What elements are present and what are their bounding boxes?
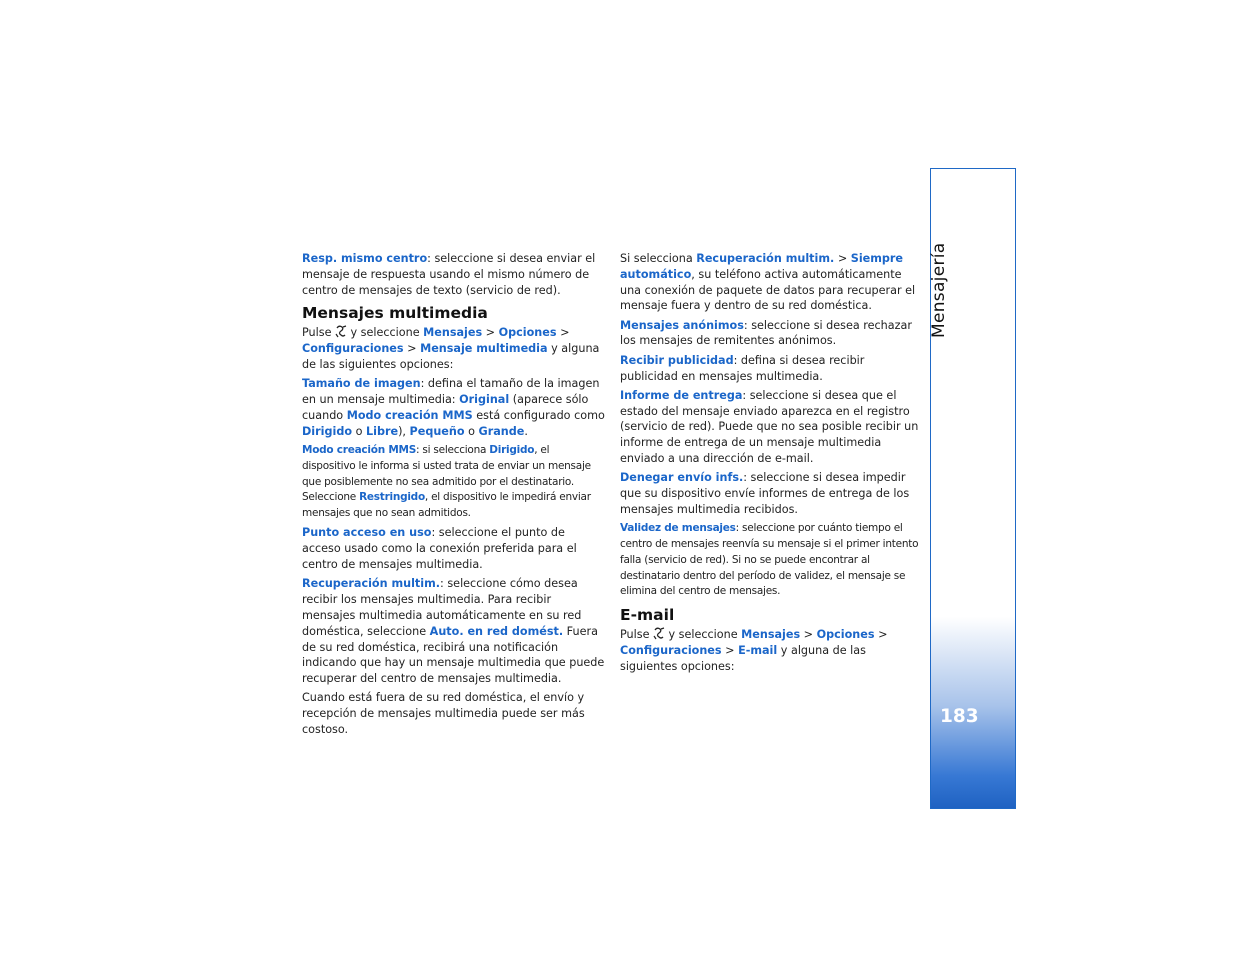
paragraph-recibir-publicidad [620,353,923,385]
text: está configurado como [472,408,605,422]
text: Fuera de su red doméstica, recibirá una notificación indicando que hay un mensaje multimedia que puede recuperar del centro de mensajes multimedia. [302,624,605,686]
option-resp-mismo-centro: Resp. mismo centro [302,252,428,265]
path-mensaje-multimedia: Mensaje multimedia [420,342,548,356]
path-mensajes: Mensajes [423,326,483,340]
value-dirigido: Dirigido [302,424,353,438]
page-number: 183 [940,706,979,727]
text: : seleccione por cuánto tiempo el centro de mensajes reenvía su mensaje si el primer intento falla (servicio de red). Si no se puede encontrar al destinatario dentro del período de validez, el mensaje se elimina del centro de mensajes. [620,522,919,598]
option-recuperacion-multim: Recuperación multim. [696,252,835,265]
text: : seleccione cómo desea recibir los mensajes multimedia. Para recibir mensajes multimedia automáticamente en su red doméstica, seleccione [302,577,582,638]
path-email: E-mail [738,644,778,658]
paragraph-siempre-automatico [620,251,923,314]
text: Pulse [302,326,332,340]
text: : seleccione el punto de acceso usado como la conexión preferida para el centro de mensajes multimedia. [302,526,577,572]
text: y seleccione [668,628,738,642]
text: y seleccione [350,326,420,340]
option-recibir-publicidad: Recibir publicidad [620,353,734,367]
value-original: Original [459,393,510,407]
paragraph-denegar-envio [620,470,923,517]
text: > [721,644,739,658]
text: o [464,424,479,438]
option-modo-creacion-mms: Modo creación MMS [346,408,473,422]
text: (aparece sólo cuando [302,393,589,422]
heading-email: E-mail [620,606,675,625]
text: > [403,342,421,356]
path-configuraciones: Configuraciones [620,644,722,658]
paragraph-resp-mismo-centro [302,251,605,298]
paragraph-multimedia-path [302,325,605,372]
option-tamano-imagen: Tamaño de imagen [302,377,421,391]
option-modo-creacion-mms: Modo creación MMS [302,443,417,456]
path-opciones: Opciones [816,628,875,642]
text: : defina el tamaño de la imagen en un mensaje multimedia: [302,377,600,407]
text: Pulse [620,628,650,642]
path-mensajes: Mensajes [741,628,801,642]
option-denegar-envio-infs: Denegar envío infs. [620,471,744,485]
text: : defina si desea recibir publicidad en mensajes multimedia. [620,353,865,383]
left-column [302,251,605,741]
value-libre: Libre [365,424,399,438]
path-configuraciones: Configuraciones [302,342,404,356]
value-auto-en-red-domest: Auto. en red domést. [429,624,564,638]
text: > [874,628,888,642]
paragraph-recuperacion-multim [302,576,605,687]
paragraph-punto-acceso [302,525,605,572]
heading-mensajes-multimedia: Mensajes multimedia [302,304,488,323]
option-informe-de-entrega: Informe de entrega [620,388,743,402]
text: . [524,424,528,438]
option-validez-de-mensajes: Validez de mensajes [620,522,736,535]
text: y alguna de las siguientes opciones: [302,342,600,371]
value-grande: Grande [478,424,525,438]
text: , su teléfono activa automáticamente una conexión de paquete de datos para recuperar el mensaje fuera y dentro de su red doméstica. [620,267,916,313]
right-column [620,251,923,678]
value-dirigido: Dirigido [489,443,535,456]
text: : seleccione si desea que el estado del mensaje enviado aparezca en el registro (servicio de red). Puede que no sea posible recibir un informe de entrega de un mensaje multimedia enviado a una dirección de e-mail. [620,388,919,466]
option-recuperacion-multim: Recuperación multim. [302,577,441,591]
option-mensajes-anonimos: Mensajes anónimos [620,318,744,332]
text: , el dispositivo le informa si usted trata de enviar un mensaje que posiblemente no sea admitido por el destinatario. Seleccione [302,443,591,504]
paragraph-tamano-imagen [302,376,605,439]
text: > [482,326,499,340]
text: y alguna de las siguientes opciones: [620,644,866,673]
text: > [800,628,817,642]
paragraph-mensajes-anonimos [620,318,923,350]
paragraph-modo-creacion-mms [302,443,605,522]
option-punto-acceso-en-uso: Punto acceso en uso [302,526,432,540]
value-siempre-automatico: Siempre automático [620,252,904,281]
text: > [834,252,851,265]
text: Si selecciona [620,252,697,265]
text: o [352,424,366,438]
menu-key-icon [652,627,666,640]
paragraph-informe-entrega [620,388,923,467]
paragraph-costo-roaming: Cuando está fuera de su red doméstica, el envío y recepción de mensajes multimedia puede ser más costoso. [302,691,585,737]
chapter-title: Mensajería [929,242,949,338]
text: ), [398,424,410,438]
path-opciones: Opciones [498,326,557,340]
paragraph-email-path [620,627,923,674]
value-restringido: Restringido [359,491,425,504]
text: : seleccione si desea rechazar los mensajes de remitentes anónimos. [620,318,912,348]
paragraph-validez-mensajes [620,521,923,600]
text: : si selecciona [416,443,490,456]
text: , el dispositivo le impedirá enviar mensajes que no sean admitidos. [302,491,591,520]
value-pequeno: Pequeño [409,424,465,438]
text: : seleccione si desea impedir que su dispositivo envíe informes de entrega de los mensajes multimedia recibidos. [620,471,910,516]
text: : seleccione si desea enviar el mensaje de respuesta usando el mismo número de centro de mensajes de texto (servicio de red). [302,252,596,297]
menu-key-icon [334,325,348,338]
text: > [556,326,570,340]
